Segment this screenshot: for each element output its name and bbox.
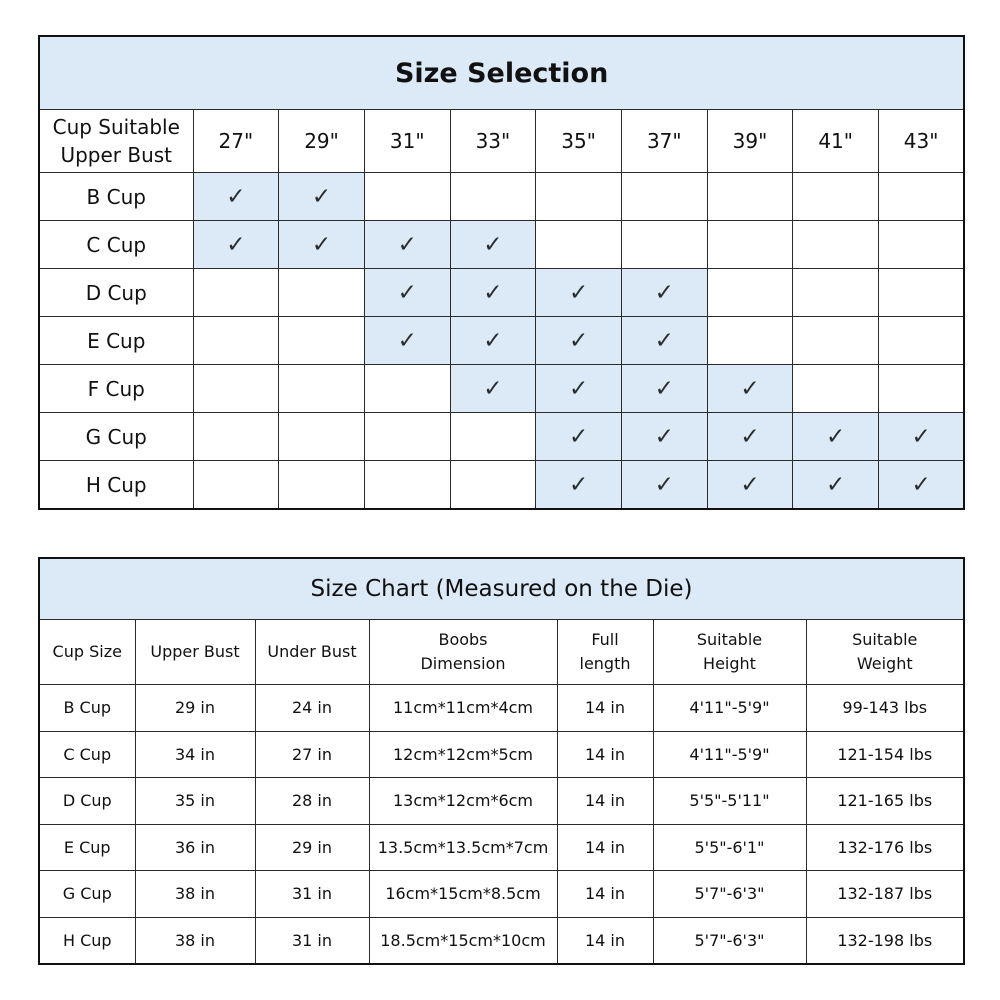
fit-cell-empty [793,269,879,317]
size-chart-cell: 31 in [255,871,369,918]
size-chart-cell: H Cup [39,917,135,964]
size-header-cell: 43" [879,110,965,173]
fit-cell-checked [279,173,365,221]
fit-cell-empty [193,461,279,510]
fit-cell-empty [536,221,622,269]
header-line2: length [579,654,631,673]
size-chart-cell: 12cm*12cm*5cm [369,731,557,778]
check-icon: ✓ [568,423,589,450]
cup-label: G Cup [39,413,193,461]
size-chart-cell: 31 in [255,917,369,964]
check-icon: ✓ [740,375,760,402]
size-chart-cell: E Cup [39,824,135,871]
check-icon: ✓ [654,423,674,450]
size-chart-header-row [39,620,964,685]
size-chart-cell: 14 in [557,778,653,825]
fit-cell-checked [193,221,279,269]
size-chart-cell: 14 in [557,824,653,871]
fit-cell-checked [879,461,965,510]
size-chart-title: Size Chart (Measured on the Die) [39,558,964,620]
size-chart-cell: 14 in [557,685,653,732]
size-chart-cell: 29 in [255,824,369,871]
size-selection-row [39,173,964,221]
fit-cell-checked [793,413,879,461]
size-chart-cell: 16cm*15cm*8.5cm [369,871,557,918]
check-icon: ✓ [740,423,760,450]
fit-cell-checked [707,365,793,413]
size-chart-row [39,824,964,871]
cup-label: B Cup [39,173,193,221]
fit-cell-empty [707,269,793,317]
size-chart-cell: 4'11"-5'9" [653,685,806,732]
check-icon: ✓ [397,231,417,258]
fit-cell-empty [193,365,279,413]
check-icon: ✓ [568,327,589,354]
fit-cell-empty [879,365,965,413]
fit-cell-empty [364,365,450,413]
check-icon: ✓ [826,471,846,498]
size-selection-row [39,461,964,510]
fit-cell-checked [364,269,450,317]
check-icon: ✓ [911,423,931,450]
header-line2: Height [703,654,756,673]
header-line2: Dimension [420,654,506,673]
check-icon: ✓ [311,231,332,258]
size-selection-row [39,221,964,269]
check-icon: ✓ [740,471,760,498]
fit-cell-checked [621,365,707,413]
fit-cell-empty [707,221,793,269]
fit-cell-checked [621,269,707,317]
size-chart-cell: 4'11"-5'9" [653,731,806,778]
header-line1: Boobs [438,630,488,649]
size-chart-cell: 99-143 lbs [806,685,964,732]
size-chart-cell: 13.5cm*13.5cm*7cm [369,824,557,871]
header-line1: Full [591,630,619,649]
fit-cell-checked [279,221,365,269]
fit-cell-checked [879,413,965,461]
check-icon: ✓ [654,279,674,306]
size-chart-cell: 5'5"-5'11" [653,778,806,825]
check-icon: ✓ [654,327,674,354]
header-line1: Suitable [696,630,763,649]
size-selection-header-row [39,110,964,173]
fit-cell-empty [279,413,365,461]
fit-cell-checked [450,221,536,269]
check-icon: ✓ [568,375,589,402]
chart-column-header [653,620,806,685]
check-icon: ✓ [911,471,931,498]
header-line1: Under Bust [267,642,357,661]
size-selection-table [38,35,965,510]
header-line1: Cup Size [52,642,122,661]
fit-cell-empty [879,221,965,269]
size-header-cell: 33" [450,110,536,173]
check-icon: ✓ [483,279,503,306]
fit-cell-empty [279,269,365,317]
check-icon: ✓ [826,423,846,450]
size-chart-cell: 11cm*11cm*4cm [369,685,557,732]
fit-cell-checked [621,413,707,461]
size-chart-cell: 132-198 lbs [806,917,964,964]
fit-cell-empty [879,317,965,365]
fit-cell-empty [793,317,879,365]
fit-cell-empty [536,173,622,221]
size-chart-row [39,731,964,778]
size-chart-cell: 121-165 lbs [806,778,964,825]
chart-column-header [135,620,255,685]
check-icon: ✓ [397,279,417,306]
fit-cell-empty [193,269,279,317]
fit-cell-checked [536,413,622,461]
fit-cell-empty [879,269,965,317]
fit-cell-checked [536,317,622,365]
chart-column-header [39,620,135,685]
size-chart-cell: 34 in [135,731,255,778]
size-chart-cell: 38 in [135,917,255,964]
size-chart-cell: 121-154 lbs [806,731,964,778]
cup-label: C Cup [39,221,193,269]
size-chart-row [39,685,964,732]
size-chart-cell: 5'7"-6'3" [653,871,806,918]
size-header-cell: 39" [707,110,793,173]
corner-label-line2: Upper Bust [60,143,173,167]
size-chart-cell: 18.5cm*15cm*10cm [369,917,557,964]
size-chart-cell: 14 in [557,731,653,778]
fit-cell-checked [450,365,536,413]
size-header-cell: 29" [279,110,365,173]
size-chart-cell: 28 in [255,778,369,825]
size-selection-row [39,365,964,413]
chart-column-header [369,620,557,685]
size-chart-cell: 14 in [557,871,653,918]
check-icon: ✓ [483,231,503,258]
check-icon: ✓ [397,327,417,354]
size-chart-cell: 27 in [255,731,369,778]
size-selection-title: Size Selection [39,36,964,110]
size-chart-cell: 132-176 lbs [806,824,964,871]
fit-cell-empty [364,413,450,461]
size-chart-cell: 13cm*12cm*6cm [369,778,557,825]
size-chart-cell: 24 in [255,685,369,732]
cup-label: E Cup [39,317,193,365]
check-icon: ✓ [483,375,503,402]
fit-cell-empty [879,173,965,221]
check-icon: ✓ [226,183,246,210]
fit-cell-empty [450,413,536,461]
fit-cell-empty [621,173,707,221]
fit-cell-empty [279,461,365,510]
fit-cell-empty [193,317,279,365]
fit-cell-checked [707,413,793,461]
fit-cell-checked [793,461,879,510]
fit-cell-empty [793,365,879,413]
fit-cell-empty [621,221,707,269]
fit-cell-empty [793,173,879,221]
fit-cell-empty [793,221,879,269]
size-chart-cell: 5'5"-6'1" [653,824,806,871]
size-chart-row [39,917,964,964]
size-chart-cell: 29 in [135,685,255,732]
corner-label-line1: Cup Suitable [52,115,180,139]
size-selection-row [39,413,964,461]
size-chart-cell: B Cup [39,685,135,732]
cup-upper-bust-header [39,110,193,173]
fit-cell-checked [621,317,707,365]
size-chart-cell: 5'7"-6'3" [653,917,806,964]
size-chart-cell: 14 in [557,917,653,964]
fit-cell-checked [450,269,536,317]
fit-cell-empty [279,365,365,413]
check-icon: ✓ [568,471,589,498]
chart-column-header [255,620,369,685]
size-header-cell: 31" [364,110,450,173]
check-icon: ✓ [654,375,674,402]
fit-cell-checked [450,317,536,365]
size-chart-cell: 38 in [135,871,255,918]
size-chart-row [39,778,964,825]
cup-label: H Cup [39,461,193,510]
size-chart-cell: 36 in [135,824,255,871]
fit-cell-checked [707,461,793,510]
fit-cell-checked [536,365,622,413]
check-icon: ✓ [226,231,246,258]
fit-cell-empty [707,317,793,365]
fit-cell-empty [364,461,450,510]
check-icon: ✓ [483,327,503,354]
size-chart-cell: D Cup [39,778,135,825]
size-header-cell: 27" [193,110,279,173]
size-chart-table [38,557,965,965]
fit-cell-empty [450,461,536,510]
size-chart-cell: G Cup [39,871,135,918]
cup-label: F Cup [39,365,193,413]
fit-cell-checked [364,317,450,365]
fit-cell-empty [450,173,536,221]
fit-cell-checked [364,221,450,269]
size-header-cell: 35" [536,110,622,173]
size-chart-cell: 35 in [135,778,255,825]
check-icon: ✓ [654,471,674,498]
fit-cell-checked [621,461,707,510]
fit-cell-checked [536,269,622,317]
fit-cell-empty [279,317,365,365]
size-header-cell: 41" [793,110,879,173]
size-selection-row [39,269,964,317]
size-header-cell: 37" [621,110,707,173]
check-icon: ✓ [568,279,589,306]
header-line2: Weight [856,654,913,673]
header-line1: Suitable [852,630,918,649]
fit-cell-checked [536,461,622,510]
chart-column-header [806,620,964,685]
size-chart-cell: C Cup [39,731,135,778]
fit-cell-checked [193,173,279,221]
fit-cell-empty [364,173,450,221]
fit-cell-empty [707,173,793,221]
size-chart-cell: 132-187 lbs [806,871,964,918]
fit-cell-empty [193,413,279,461]
size-chart-row [39,871,964,918]
header-line1: Upper Bust [150,642,240,661]
chart-column-header [557,620,653,685]
check-icon: ✓ [311,183,332,210]
cup-label: D Cup [39,269,193,317]
size-selection-row [39,317,964,365]
